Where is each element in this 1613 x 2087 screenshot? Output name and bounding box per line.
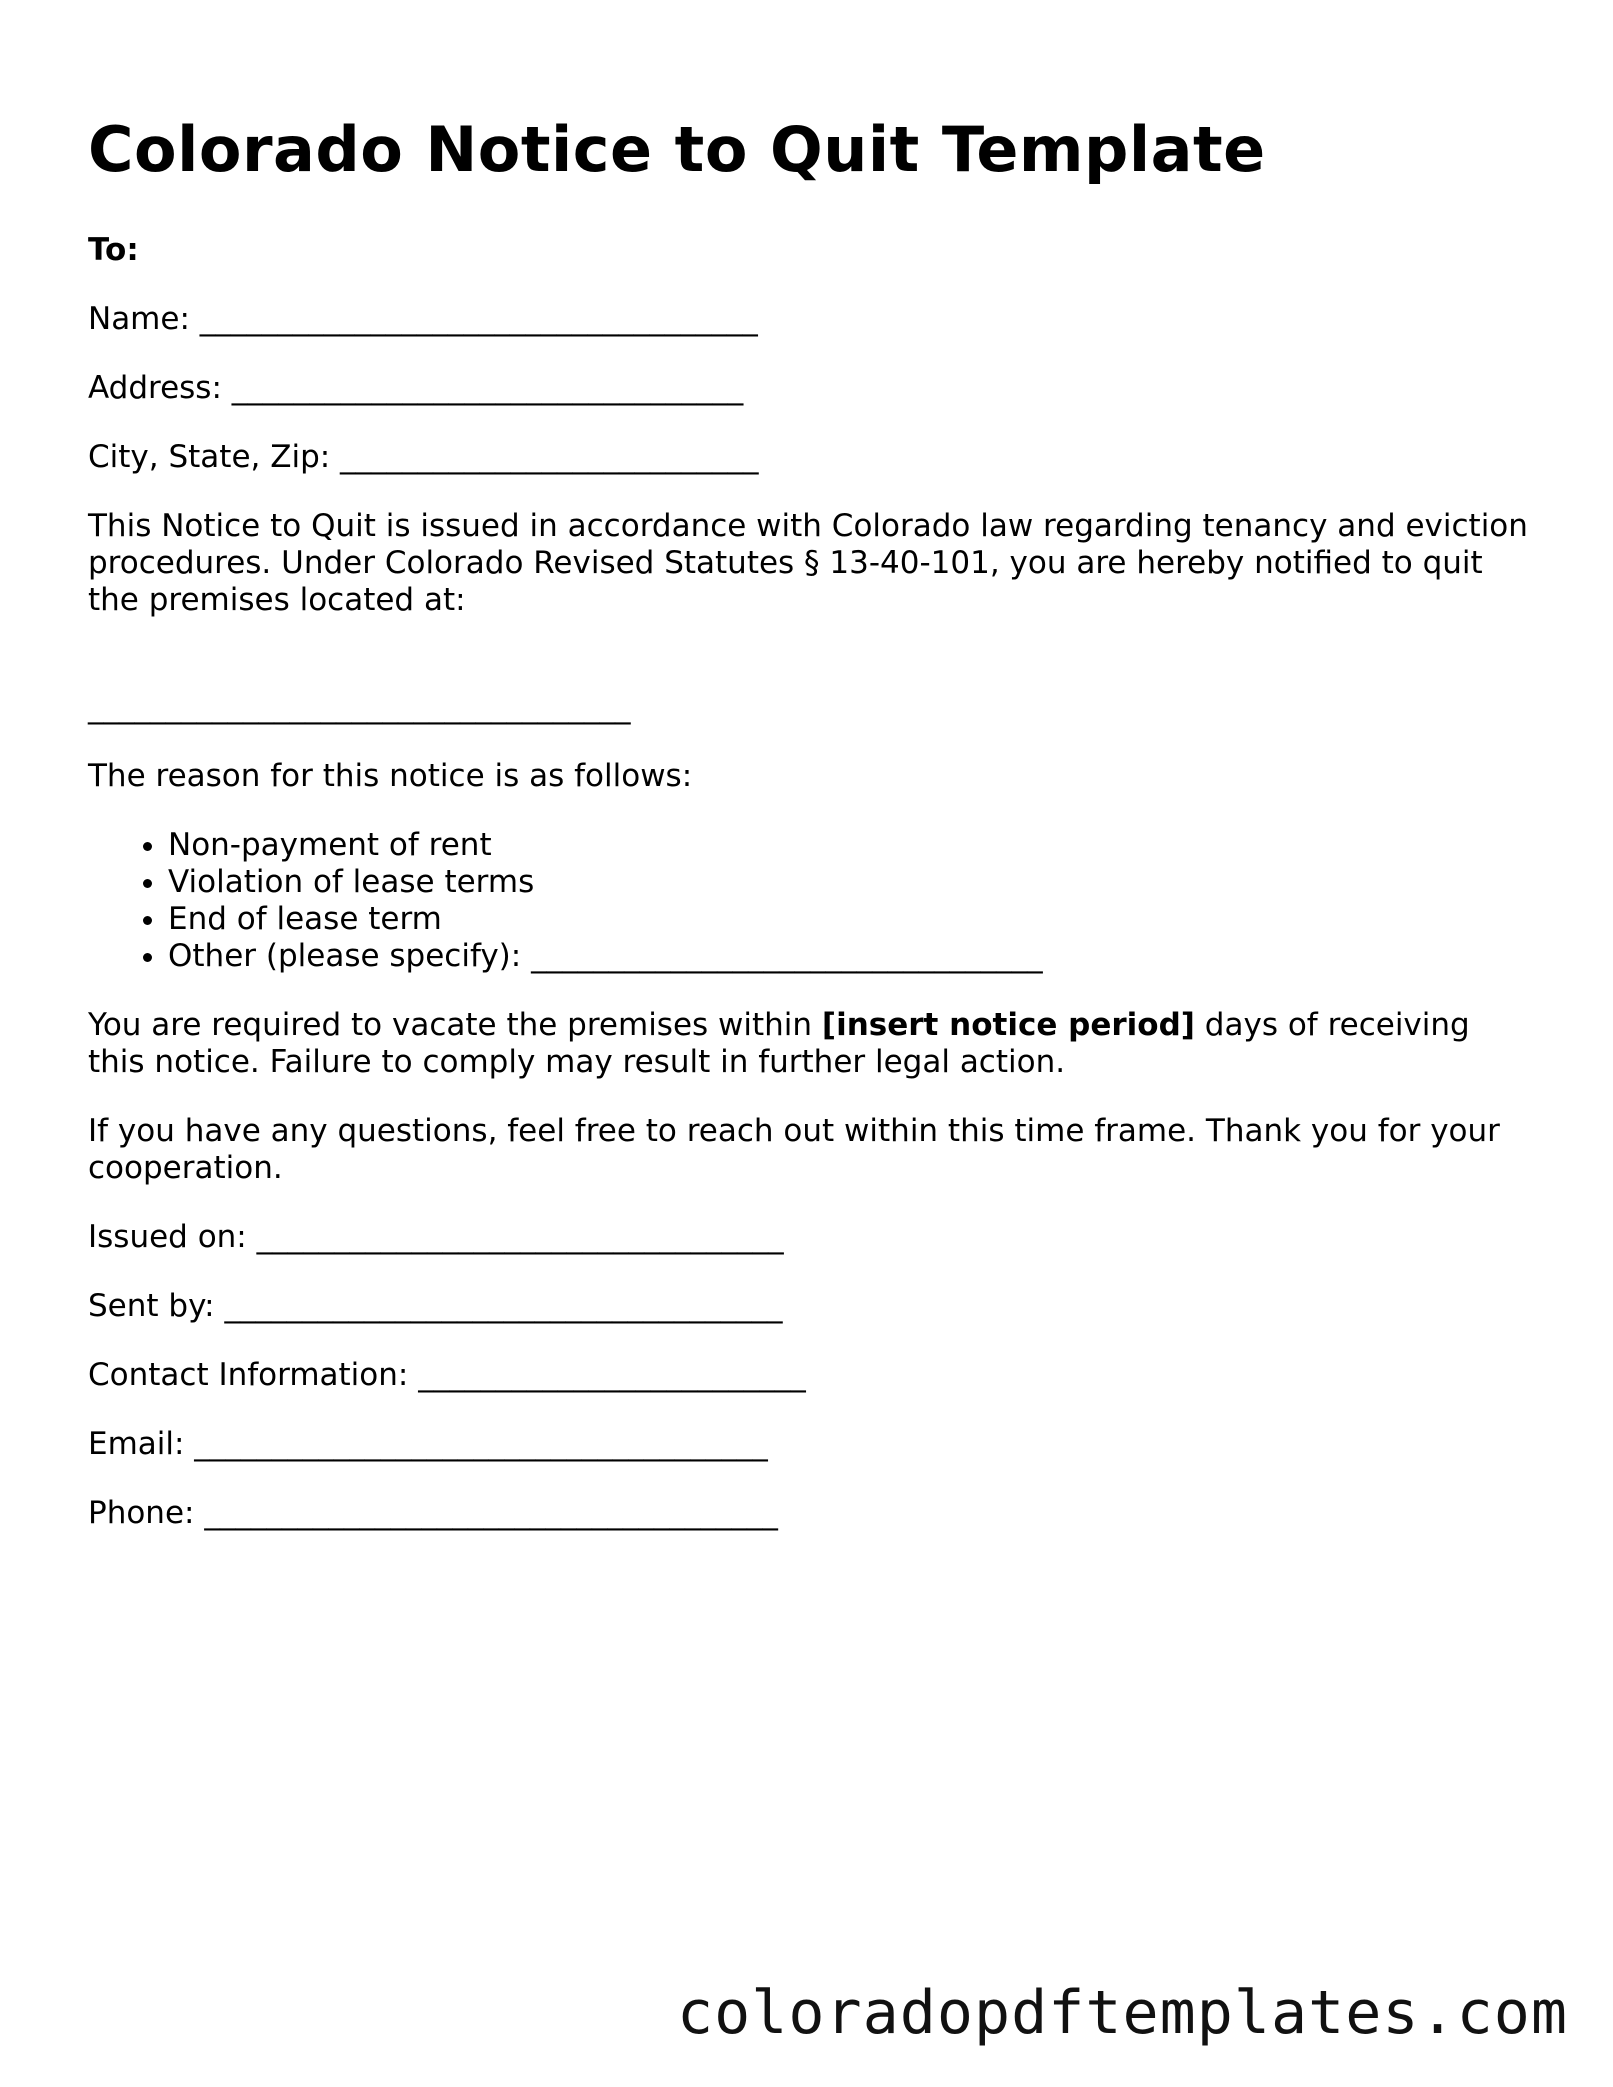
premises-blank: ___________________________________: [88, 689, 631, 725]
list-item: • Other (please specify): _________________________________: [168, 938, 1528, 975]
email-field: Email: _____________________________________: [88, 1426, 768, 1462]
reason-intro: The reason for this notice is as follows:: [88, 758, 693, 794]
issued-on-field: Issued on: __________________________________: [88, 1219, 784, 1255]
list-item: • Non-payment of rent: [168, 827, 1528, 864]
footer-brand-watermark: coloradopdftemplates.com: [677, 1978, 1568, 2048]
document-page: [88, 110, 1528, 1532]
vacate-text-after: days of receiving this notice. Failure to comply may result in further legal action.: [88, 1007, 1470, 1080]
notice-period-placeholder: [insert notice period]: [821, 1007, 1195, 1043]
sent-by-field: Sent by: ____________________________________: [88, 1288, 783, 1324]
name-field: Name: ____________________________________: [88, 301, 758, 337]
list-item: • Violation of lease terms: [168, 864, 1528, 901]
reasons-list: [88, 827, 1528, 975]
vacate-text-before: You are required to vacate the premises within: [88, 1007, 822, 1043]
contact-information-field: Contact Information: _________________________: [88, 1357, 806, 1393]
list-item: • End of lease term: [168, 901, 1528, 938]
phone-field: Phone: _____________________________________: [88, 1495, 778, 1531]
address-field: Address: _________________________________: [88, 370, 744, 406]
to-label: To:: [88, 232, 139, 268]
vacate-paragraph: [88, 1007, 1528, 1081]
intro-paragraph: This Notice to Quit is issued in accordance with Colorado law regarding tenancy and eviction procedures. Under Colorado Revised Statutes § 13-40-101, you are hereby notified to quit the premises located at:: [88, 508, 1528, 618]
page-title: Colorado Notice to Quit Template: [88, 113, 1266, 186]
questions-paragraph: If you have any questions, feel free to reach out within this time frame. Thank you for your cooperation.: [88, 1113, 1500, 1186]
city-state-zip-field: City, State, Zip: ___________________________: [88, 439, 759, 475]
